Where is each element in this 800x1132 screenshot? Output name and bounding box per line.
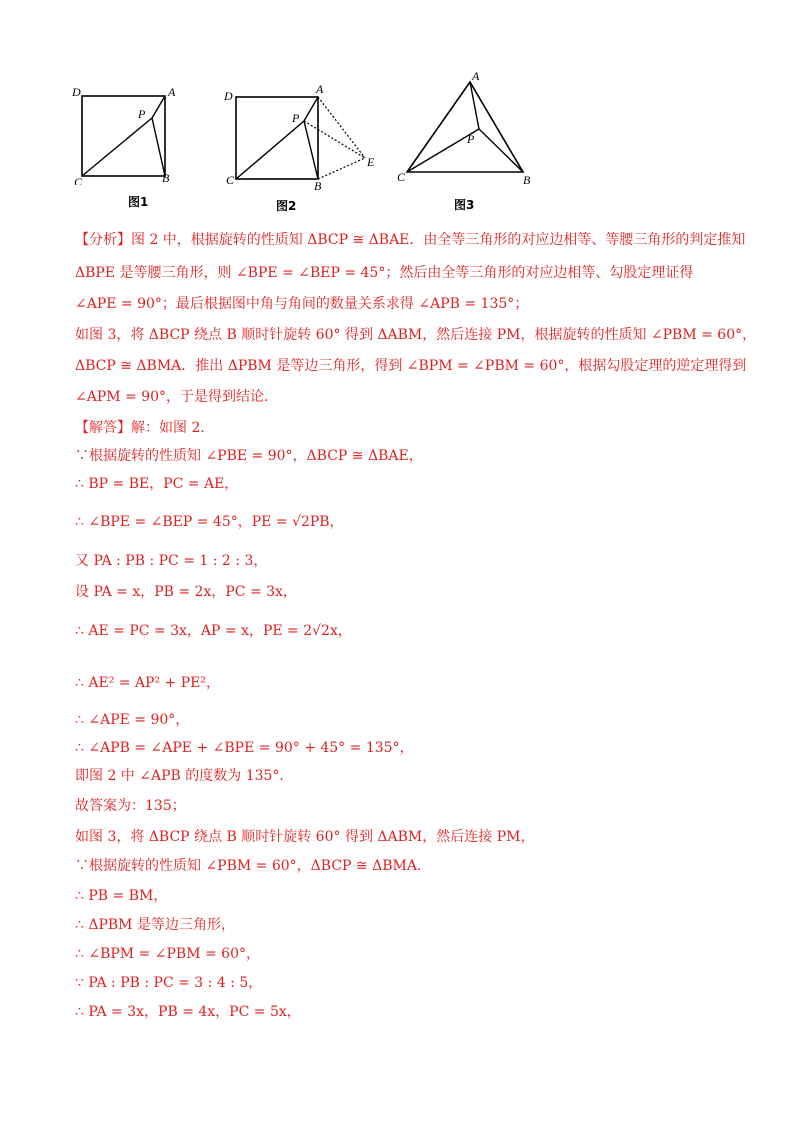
solution-line-9: ∴ ∠APE = 90°， bbox=[75, 712, 190, 728]
analysis-line-2: ΔBPE 是等腰三角形，则 ∠BPE = ∠BEP = 45°；然后由全等三角形的对应边相等、勾股定理证得 bbox=[75, 265, 694, 281]
figure-3 bbox=[395, 68, 540, 188]
segment-cp bbox=[236, 121, 304, 179]
figure-1 bbox=[70, 80, 190, 185]
label-c: C bbox=[74, 175, 83, 185]
solution-line-3: ∴ BP = BE，PC = AE， bbox=[75, 476, 239, 492]
figure-2-diagram bbox=[220, 80, 390, 192]
label-c: C bbox=[397, 170, 406, 184]
analysis-line-6: ∠APM = 90°，于是得到结论． bbox=[75, 389, 279, 405]
label-b: B bbox=[314, 179, 322, 192]
analysis-line-1: 【分析】图 2 中，根据旋转的性质知 ΔBCP ≅ ΔBAE．由全等三角形的对应边相等、等腰三角形的判定推知 bbox=[75, 232, 746, 248]
label-p: P bbox=[292, 111, 300, 125]
solution-line-11: 即图 2 中 ∠APB 的度数为 135°． bbox=[75, 768, 294, 784]
triangle-abc bbox=[407, 82, 523, 172]
label-b: B bbox=[162, 171, 170, 185]
solution-line-13: 如图 3，将 ΔBCP 绕点 B 顺时针旋转 60° 得到 ΔABM，然后连接 PM， bbox=[75, 829, 535, 845]
figure-2-caption: 图2 bbox=[276, 199, 297, 213]
segment-cp bbox=[82, 118, 152, 176]
solution-line-8: ∴ AE² = AP² + PE²， bbox=[75, 675, 220, 691]
segment-pa bbox=[152, 96, 165, 118]
figure-3-caption: 图3 bbox=[454, 198, 475, 212]
segment-pb bbox=[304, 121, 318, 179]
segment-be bbox=[318, 158, 365, 179]
figure-2 bbox=[220, 80, 390, 192]
figure-1-caption: 图1 bbox=[128, 195, 149, 209]
label-a: A bbox=[472, 69, 480, 83]
solution-line-15: ∴ PB = BM， bbox=[75, 888, 168, 904]
analysis-line-4: 如图 3，将 ΔBCP 绕点 B 顺时针旋转 60° 得到 ΔABM，然后连接 PM，根据旋转的性质知 ∠PBM = 60°， bbox=[75, 327, 757, 343]
label-a: A bbox=[168, 85, 176, 99]
solution-line-1: 【解答】解：如图 2． bbox=[75, 420, 215, 436]
label-b: B bbox=[523, 173, 531, 187]
label-c: C bbox=[226, 173, 235, 187]
solution-line-4: ∴ ∠BPE = ∠BEP = 45°，PE = √2PB， bbox=[75, 514, 344, 530]
solution-line-6: 设 PA = x，PB = 2x，PC = 3x， bbox=[75, 584, 297, 600]
segment-pb bbox=[152, 118, 165, 176]
segment-pe bbox=[304, 121, 365, 158]
solution-line-7: ∴ AE = PC = 3x，AP = x，PE = 2√2x， bbox=[75, 623, 352, 639]
label-a: A bbox=[316, 82, 324, 96]
solution-line-18: ∵ PA : PB : PC = 3 : 4 : 5， bbox=[75, 975, 263, 991]
solution-line-10: ∴ ∠APB = ∠APE + ∠BPE = 90° + 45° = 135°， bbox=[75, 740, 414, 756]
label-d: D bbox=[72, 85, 81, 99]
square-abcd bbox=[236, 97, 318, 179]
analysis-line-5: ΔBCP ≅ ΔBMA．推出 ΔPBM 是等边三角形，得到 ∠BPM = ∠PBM = 60°，根据勾股定理的逆定理得到 bbox=[75, 358, 747, 374]
solution-line-17: ∴ ∠BPM = ∠PBM = 60°， bbox=[75, 946, 260, 962]
analysis-line-3: ∠APE = 90°；最后根据图中角与角间的数量关系求得 ∠APB = 135°； bbox=[75, 296, 529, 312]
label-p: P bbox=[138, 107, 146, 121]
label-p: P bbox=[467, 132, 475, 146]
solution-line-16: ∴ ΔPBM 是等边三角形， bbox=[75, 917, 235, 933]
solution-line-14: ∵根据旋转的性质知 ∠PBM = 60°，ΔBCP ≅ ΔBMA． bbox=[75, 858, 431, 874]
solution-line-19: ∴ PA = 3x，PB = 4x，PC = 5x， bbox=[75, 1004, 301, 1020]
figure-1-diagram bbox=[70, 80, 190, 185]
figure-3-diagram bbox=[395, 68, 540, 188]
segment-ae bbox=[318, 97, 365, 158]
label-e: E bbox=[367, 155, 375, 169]
square-abcd bbox=[82, 96, 165, 176]
label-d: D bbox=[224, 89, 233, 103]
solution-line-2: ∵根据旋转的性质知 ∠PBE = 90°，ΔBCP ≅ ΔBAE， bbox=[75, 448, 423, 464]
solution-line-5: 又 PA : PB : PC = 1 : 2 : 3， bbox=[75, 553, 268, 569]
solution-line-12: 故答案为：135； bbox=[75, 798, 186, 814]
segment-pa bbox=[304, 97, 318, 121]
